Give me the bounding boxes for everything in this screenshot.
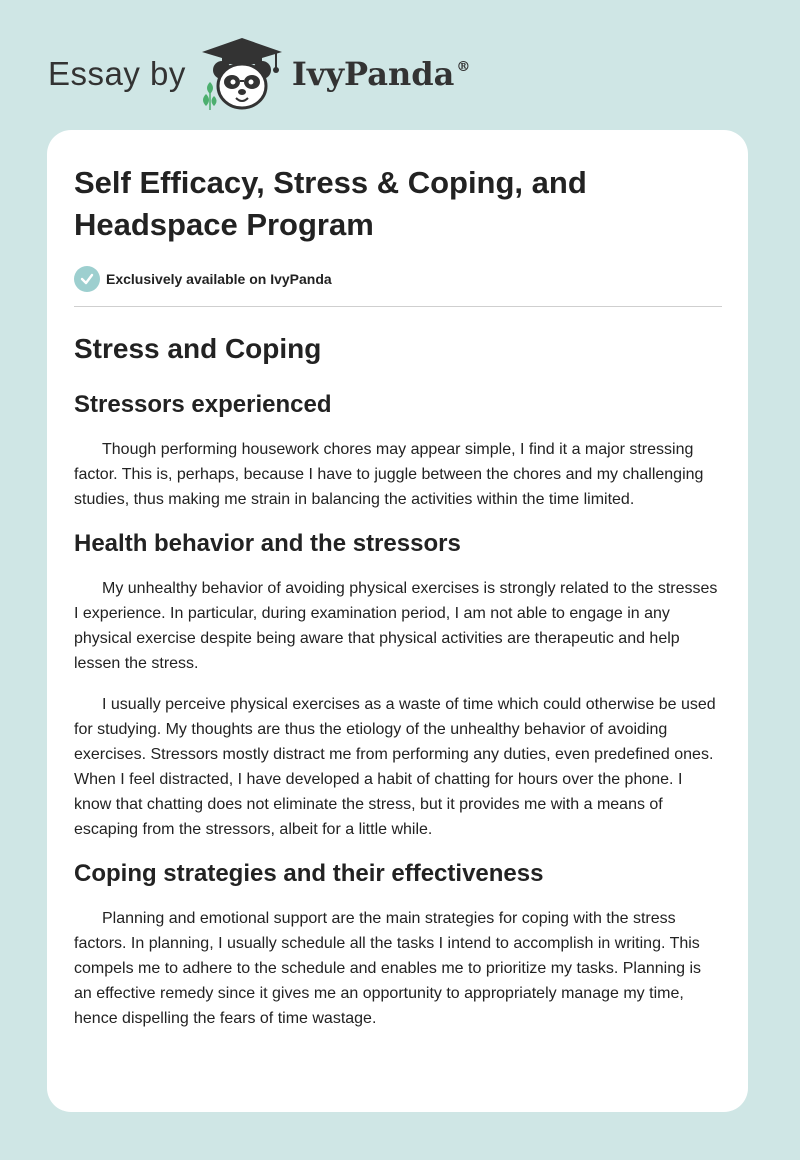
essay-card bbox=[47, 130, 748, 1112]
badge-label: Exclusively available on IvyPanda bbox=[106, 271, 332, 287]
subsection-heading: Stressors experienced bbox=[74, 391, 332, 418]
checkmark-icon bbox=[74, 266, 100, 292]
brand-name: IvyPanda ® bbox=[291, 55, 471, 93]
paragraph: Though performing housework chores may appear simple, I find it a major stressing factor. This is, perhaps, because I have to juggle between the chores and my challenging studies, thus making me strain in balancing the activities within the time limited. bbox=[74, 441, 704, 508]
site-header bbox=[48, 34, 470, 114]
essay-content bbox=[74, 162, 722, 1031]
essay-title: Self Efficacy, Stress & Coping, and Headspace Program bbox=[74, 165, 587, 242]
paragraph: My unhealthy behavior of avoiding physical exercises is strongly related to the stresses I experience. In particular, during examination period, I am not able to engage in any physical exercise despite being aware that physical activities are therapeutic and help lessen the stress. bbox=[74, 580, 718, 672]
panda-logo-icon bbox=[196, 34, 288, 114]
subsection-heading: Coping strategies and their effectiveness bbox=[74, 860, 544, 887]
section-heading: Stress and Coping bbox=[74, 333, 322, 364]
subsection-heading: Health behavior and the stressors bbox=[74, 530, 461, 557]
essay-by-label: Essay by bbox=[48, 55, 186, 92]
paragraph: Planning and emotional support are the main strategies for coping with the stress factors. In planning, I usually schedule all the tasks I intend to accomplish in writing. This compels me to adhere to the schedule and enables me to prioritize my tasks. Planning is an effective remedy since it gives me an opportunity to appropriately manage my time, hence dispelling the fears of time wastage. bbox=[74, 910, 701, 1027]
ivypanda-logo[interactable] bbox=[196, 34, 470, 114]
paragraph: I usually perceive physical exercises as a waste of time which could otherwise be used for studying. My thoughts are thus the etiology of the unhealthy behavior of avoiding exercises. Stressors mostly distract me from performing any duties, even predefined ones. When I feel distracted, I have developed a habit of chatting for hours over the phone. I know that chatting does not eliminate the stress, but it provides me with a means of escaping from the stressors, albeit for a little while. bbox=[74, 696, 716, 838]
exclusive-badge bbox=[74, 266, 722, 292]
divider bbox=[74, 306, 722, 307]
